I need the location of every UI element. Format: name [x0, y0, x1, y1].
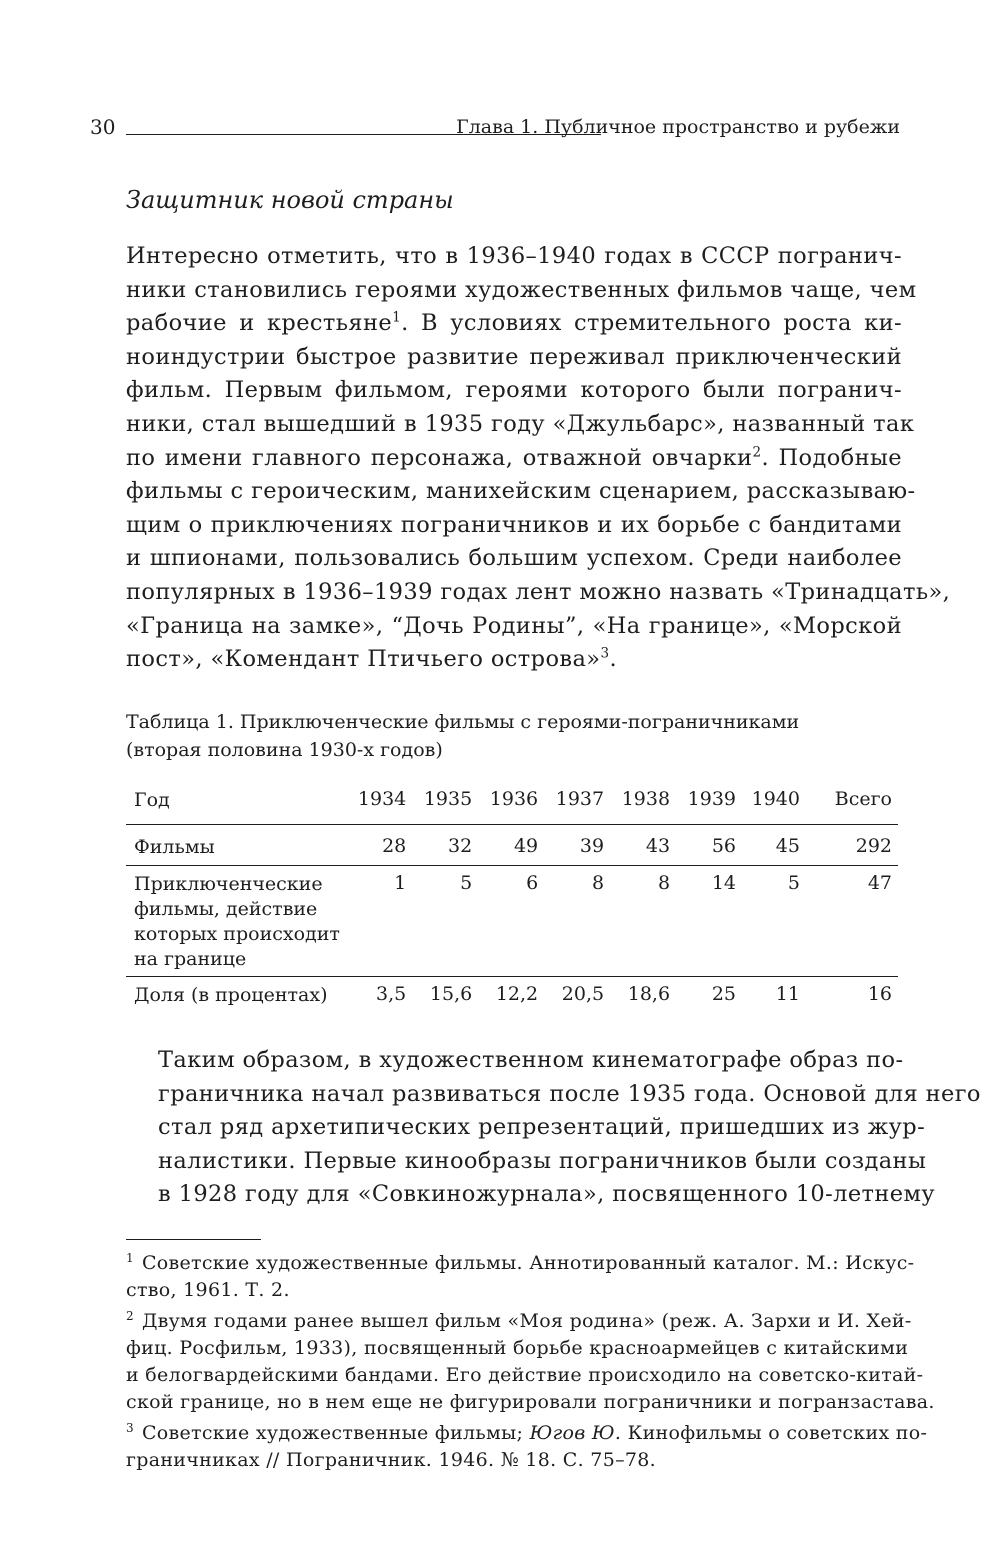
header-cell: 1936 [489, 788, 539, 810]
table-cell: 5 [412, 866, 478, 977]
running-title: Глава 1. Публичное пространство и рубежи [456, 116, 900, 138]
table-cell: 292 [806, 825, 898, 866]
text-line: щим о приключениях пограничников и их борьбе с бандитами [126, 511, 902, 538]
header-cell: 1937 [555, 788, 605, 810]
table-cell: 45 [742, 825, 806, 866]
page-number: 30 [90, 115, 116, 139]
footnote [126, 1420, 928, 1474]
footnote [126, 1250, 915, 1304]
table-cell: 49 [478, 825, 544, 866]
footnote [126, 1308, 935, 1416]
section-title: Защитник новой страны [126, 186, 454, 214]
row-label [126, 866, 358, 977]
table-cell: 8 [544, 866, 610, 977]
footnote-text: ской границе, но в нем еще не фигурировали пограничники и погранзастава. [126, 1391, 935, 1413]
table-row [126, 866, 898, 977]
table-cell: 18,6 [610, 977, 676, 1014]
table-row [126, 977, 898, 1014]
table-cell: 12,2 [478, 977, 544, 1014]
footnote-text: граничниках // Пограничник. 1946. № 18. С. 75–78. [126, 1449, 657, 1471]
footnote-text: Советские художественные фильмы. Аннотированный каталог. М.: Искус- [141, 1252, 915, 1274]
table-cell: 25 [676, 977, 742, 1014]
text-line: ноиндустрии быстрое развитие переживал приключенческий [126, 343, 902, 370]
text-line: пост», «Комендант Птичьего острова»$^3$. [126, 645, 618, 673]
footnote-marker: 3 [126, 1420, 134, 1435]
text-line: и шпионами, пользовались большим успехом. Среди наиболее [126, 545, 902, 572]
header-cell: Год [134, 789, 170, 811]
footnote-ref: 2 [752, 444, 762, 461]
table-cell: 3,5 [358, 977, 412, 1014]
table-cell: 56 [676, 825, 742, 866]
text-line: рабочие и крестьяне$^1$. В условиях стремительного роста ки- [126, 309, 902, 337]
footnote-text: Двумя годами ранее вышел фильм «Моя родина» (реж. А. Зархи и И. Хей- [141, 1310, 912, 1332]
footnote-ref: 1 [392, 309, 402, 326]
table-cell: 6 [478, 866, 544, 977]
row-label: Фильмы [126, 825, 358, 866]
footnote-marker: 1 [126, 1250, 134, 1265]
table-cell: 47 [806, 866, 898, 977]
header-cell: 1939 [687, 788, 737, 810]
table-cell: 14 [676, 866, 742, 977]
row-label: Доля (в процентах) [126, 977, 358, 1014]
row-label-line: фильмы, действие [134, 898, 318, 920]
header-cell: 1940 [751, 788, 800, 810]
text-line: фильм. Первым фильмом, героями которого были погранич- [126, 377, 902, 404]
table-cell: 43 [610, 825, 676, 866]
text-line: фильмы с героическим, манихейским сценарием, рассказываю- [126, 478, 916, 505]
table-cell: 15,6 [412, 977, 478, 1014]
header-cell: Всего [834, 788, 892, 810]
text-line: по имени главного персонажа, отважной овчарки$^2$. Подобные [126, 444, 903, 471]
row-label-line: на границе [134, 948, 247, 970]
paragraph-2 [126, 1044, 981, 1212]
table-header-row [126, 780, 898, 825]
header-cell: 1934 [357, 788, 407, 810]
header-cell: 1935 [423, 788, 473, 810]
text-line: граничника начал развиваться после 1935 года. Основой для него [158, 1080, 981, 1107]
running-header [90, 112, 900, 142]
table-cell: 39 [544, 825, 610, 866]
table-row [126, 825, 898, 866]
text-line: Интересно отметить, что в 1936–1940 годах в СССР погранич- [126, 243, 902, 269]
films-table [126, 780, 898, 1013]
table-caption [126, 708, 902, 764]
footnote-text: ство, 1961. Т. 2. [126, 1279, 290, 1301]
table-cell: 16 [806, 977, 898, 1014]
footnote-marker: 2 [126, 1308, 134, 1323]
caption-line: Таблица 1. Приключенческие фильмы с героями-пограничниками [126, 711, 800, 733]
text-line: налистики. Первые кинообразы пограничников были созданы [158, 1147, 927, 1174]
header-cell: 1938 [621, 788, 671, 810]
footnote-text: и белогвардейскими бандами. Его действие происходило на советско-китай- [126, 1364, 924, 1386]
footnote-ref: 3 [600, 645, 610, 662]
table-cell: 28 [358, 825, 412, 866]
footnote-text: Кинофильмы о советских по- [621, 1422, 928, 1444]
table-cell: 20,5 [544, 977, 610, 1014]
footnote-rule [126, 1239, 261, 1240]
text-line: ники становились героями художественных фильмов чаще, чем [126, 276, 917, 303]
footnote-text: фиц. Росфильм, 1933), посвященный борьбе красноармейцев с китайскими [126, 1337, 909, 1359]
row-label-line: Приключенческие [134, 873, 323, 895]
table-cell: 8 [610, 866, 676, 977]
text-line: Таким образом, в художественном кинематографе образ по- [158, 1047, 904, 1073]
table-cell: 5 [742, 866, 806, 977]
paragraph-1 [126, 240, 951, 677]
row-label-line: которых происходит [134, 923, 340, 945]
text-line: в 1928 году для «Совкиножурнала», посвященного 10-летнему [158, 1181, 936, 1208]
table-cell: 1 [358, 866, 412, 977]
text-line: популярных в 1936–1939 годах лент можно назвать «Тринадцать», [126, 578, 951, 605]
text-line: стал ряд архетипических репрезентаций, пришедших из жур- [158, 1114, 926, 1141]
footnotes [126, 1250, 935, 1478]
table-cell: 32 [412, 825, 478, 866]
caption-line: (вторая половина 1930-х годов) [126, 739, 443, 761]
text-line: ники, стал вышедший в 1935 году «Джульбарс», названный так [126, 410, 915, 437]
table-cell: 11 [742, 977, 806, 1014]
footnote-text: Советские художественные фильмы; [141, 1422, 530, 1444]
text-line: «Граница на замке», “Дочь Родины”, «На границе», «Морской [126, 612, 902, 639]
footnote-author: Югов Ю. [529, 1422, 622, 1444]
